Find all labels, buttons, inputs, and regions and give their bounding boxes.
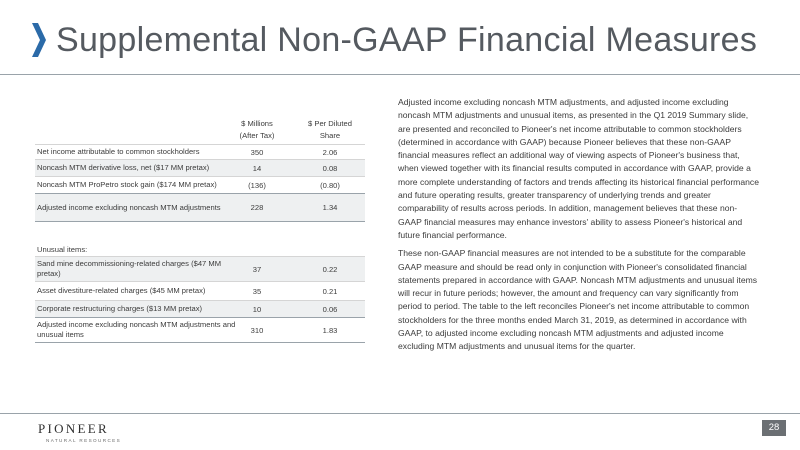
row-value-millions: (136) <box>248 180 266 190</box>
unusual-items-heading: Unusual items: <box>37 245 88 254</box>
table-row <box>35 256 365 281</box>
row-value-millions: 35 <box>252 286 262 296</box>
row-label: Net income attributable to common stockholders <box>37 147 200 156</box>
row-value-per-share: 1.83 <box>322 325 338 335</box>
row-label: Noncash MTM derivative loss, net ($17 MM pretax) <box>37 163 210 172</box>
company-logo <box>38 421 121 443</box>
table-row <box>35 144 365 159</box>
logo-wordmark: PIONEER <box>38 421 109 436</box>
row-value-per-share: 0.21 <box>322 286 338 296</box>
row-value-millions: 14 <box>252 163 262 173</box>
table-row <box>35 159 365 176</box>
table-header <box>35 118 365 144</box>
row-label: Adjusted income excluding noncash MTM adjustments <box>37 202 221 212</box>
table-spacer <box>35 221 365 236</box>
table-row-subtotal <box>35 193 365 221</box>
slide-header <box>32 14 757 66</box>
page-title: Supplemental Non-GAAP Financial Measures <box>56 20 758 59</box>
row-label: Adjusted income excluding noncash MTM adjustments and unusual items <box>37 320 236 339</box>
row-value-millions: 310 <box>250 325 264 335</box>
explanatory-text <box>398 96 760 359</box>
row-label: Asset divestiture-related charges ($45 MM pretax) <box>37 286 206 295</box>
row-value-millions: 228 <box>250 203 264 212</box>
row-value-millions: 37 <box>252 264 262 274</box>
row-value-millions: 350 <box>250 147 264 157</box>
page-number: 28 <box>762 420 786 436</box>
row-value-millions: 10 <box>252 304 262 314</box>
footer-divider <box>0 413 800 414</box>
row-label: Corporate restructuring charges ($13 MM pretax) <box>37 304 203 313</box>
table-row-total <box>35 317 365 343</box>
row-value-per-share: 0.08 <box>322 163 338 173</box>
row-value-per-share: (0.80) <box>320 180 340 190</box>
table-row <box>35 176 365 193</box>
col-header-per-share: $ Per Diluted Share <box>308 119 352 140</box>
table-row <box>35 300 365 317</box>
row-label: Noncash MTM ProPetro stock gain ($174 MM pretax) <box>37 180 217 189</box>
paragraph-1: Adjusted income excluding noncash MTM adjustments, and adjusted income excluding noncash MTM adjustments and unusual items, as presented in the Q1 2019 Summary slide, are presented and reconciled to Pioneer's net income attributable to common stockholders (determined in accordance with GAAP) because Pioneer believes that these non-GAAP financial measures reflect an additional way of viewing aspects of Pioneer's business that, when viewed together with its financial results computed in accordance with GAAP, provide a more complete understanding of factors and trends affecting its historical financial performance and future operating results, greater transparency of underlying trends and greater comparability of results across periods. In addition, management believes that these non-GAAP financial measures may enhance investors' ability to assess Pioneer's historical and future financial performance. <box>398 97 759 240</box>
row-value-per-share: 2.06 <box>322 147 338 157</box>
row-value-per-share: 1.34 <box>322 203 338 212</box>
header-divider <box>0 74 800 75</box>
col-header-millions: $ Millions (After Tax) <box>239 119 275 140</box>
chevron-right-icon <box>32 23 46 57</box>
row-value-per-share: 0.22 <box>322 264 338 274</box>
row-label: Sand mine decommissioning-related charges ($47 MM pretax) <box>37 259 222 278</box>
table-row <box>35 281 365 300</box>
paragraph-2: These non-GAAP financial measures are not intended to be a substitute for the comparable GAAP measure and should be read only in conjunction with Pioneer's consolidated financial statements prepared in accordance with GAAP. Noncash MTM adjustments and unusual items will recur in future periods; however, the amount and frequency can vary significantly from period to period. The table to the left reconciles Pioneer's net income attributable to common stockholders for the three months ended March 31, 2019, as determined in accordance with GAAP, to adjusted income excluding noncash MTM adjustments and adjusted income excluding MTM adjustments and unusual items for the quarter. <box>398 248 758 352</box>
row-value-per-share: 0.06 <box>322 304 338 314</box>
logo-subtitle: NATURAL RESOURCES <box>46 438 122 443</box>
reconciliation-table <box>35 118 365 343</box>
